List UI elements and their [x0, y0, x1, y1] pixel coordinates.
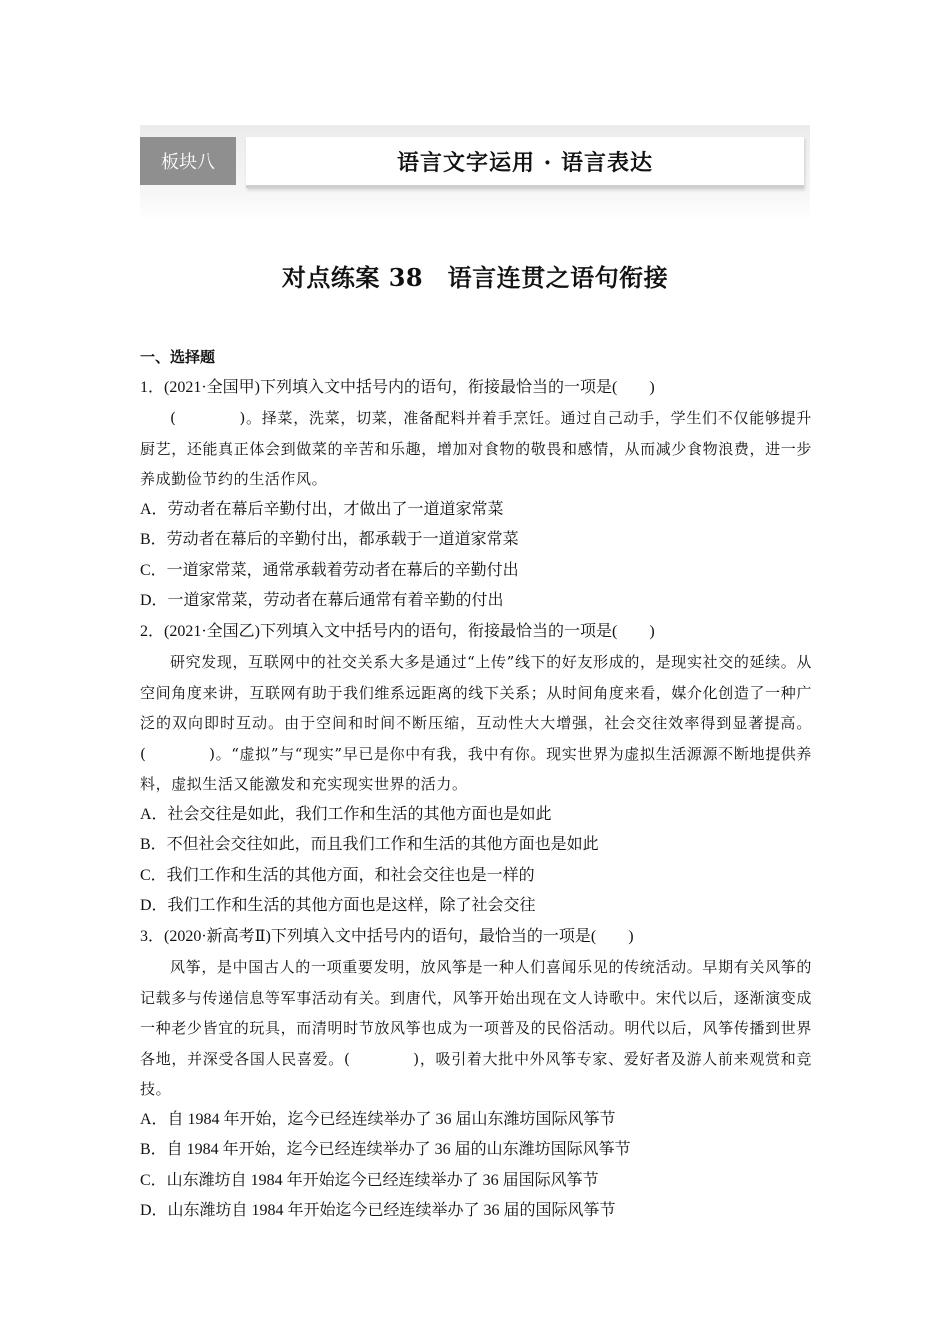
question-2 — [140, 617, 812, 922]
option-c: C．我们工作和生活的其他方面，和社会交往也是一样的 — [140, 866, 535, 884]
option-a: A．社会交往是如此，我们工作和生活的其他方面也是如此 — [140, 805, 552, 823]
option-a: A．劳动者在幕后辛勤付出，才做出了一道道家常菜 — [140, 500, 504, 518]
option-d: D．山东潍坊自 1984 年开始迄今已经连续举办了 36 届的国际风筝节 — [140, 1202, 616, 1219]
question-stem: 1．(2021·全国甲)下列填入文中括号内的语句，衔接最恰当的一项是( ) — [140, 378, 655, 396]
question-passage: ( )。择菜，洗菜，切菜，准备配料并着手烹饪。通过自己动手，学生们不仅能够提升厨艺，还能真正体会到做菜的辛苦和乐趣，增加对食物的敬畏和感情，从而减少食物浪费，进一步养成勤俭节约的生活作风。 — [140, 409, 812, 488]
banner-tag: 板块八 — [140, 137, 236, 185]
question-stem: 2．(2021·全国乙)下列填入文中括号内的语句，衔接最恰当的一项是( ) — [140, 622, 655, 640]
option-c: C．一道家常菜，通常承载着劳动者在幕后的辛勤付出 — [140, 561, 519, 579]
question-1 — [140, 373, 812, 617]
question-passage: 研究发现，互联网中的社交关系大多是通过“上传”线下的好友形成的，是现实社交的延续。从空间角度来讲，互联网有助于我们维系远距离的线下关系；从时间角度来看，媒介化创造了一种广泛的双向即时互动。由于空间和时间不断压缩，互动性大大增强，社会交往效率得到显著提高。( )。“虚拟”与“现实”早已是你中有我，我中有你。现实世界为虚拟生活源源不断地提供养料，虚拟生活又能激发和充实现实世界的活力。 — [140, 653, 812, 793]
option-d: D．一道家常菜，劳动者在幕后通常有着辛勤的付出 — [140, 592, 504, 609]
question-3 — [140, 922, 812, 1227]
section-banner — [140, 125, 810, 221]
document-body — [140, 342, 812, 1227]
question-stem: 3．(2020·新高考Ⅱ)下列填入文中括号内的语句，最恰当的一项是( ) — [140, 927, 634, 945]
option-a: A．自 1984 年开始，迄今已经连续举办了 36 届山东潍坊国际风筝节 — [140, 1110, 616, 1128]
option-d: D．我们工作和生活的其他方面也是这样，除了社会交往 — [140, 897, 536, 914]
option-c: C．山东潍坊自 1984 年开始迄今已经连续举办了 36 届国际风筝节 — [140, 1171, 599, 1189]
question-passage: 风筝，是中国古人的一项重要发明，放风筝是一种人们喜闻乐见的传统活动。早期有关风筝的记载多与传递信息等军事活动有关。到唐代，风筝开始出现在文人诗歌中。宋代以后，逐渐演变成一种老少皆宜的玩具，而清明时节放风筝也成为一项普及的民俗活动。明代以后，风筝传播到世界各地，并深受各国人民喜爱。( )，吸引着大批中外风筝专家、爱好者及游人前来观赏和竞技。 — [140, 958, 812, 1098]
option-b: B．劳动者在幕后的辛勤付出，都承载于一道道家常菜 — [140, 531, 519, 548]
page-title: 对点练案 38 语言连贯之语句衔接 — [281, 263, 669, 292]
section-heading: 一、选择题 — [140, 348, 216, 366]
option-b: B．不但社会交往如此，而且我们工作和生活的其他方面也是如此 — [140, 836, 599, 853]
option-b: B．自 1984 年开始，迄今已经连续举办了 36 届的山东潍坊国际风筝节 — [140, 1141, 631, 1158]
banner-title: 语言文字运用 · 语言表达 — [246, 137, 804, 188]
